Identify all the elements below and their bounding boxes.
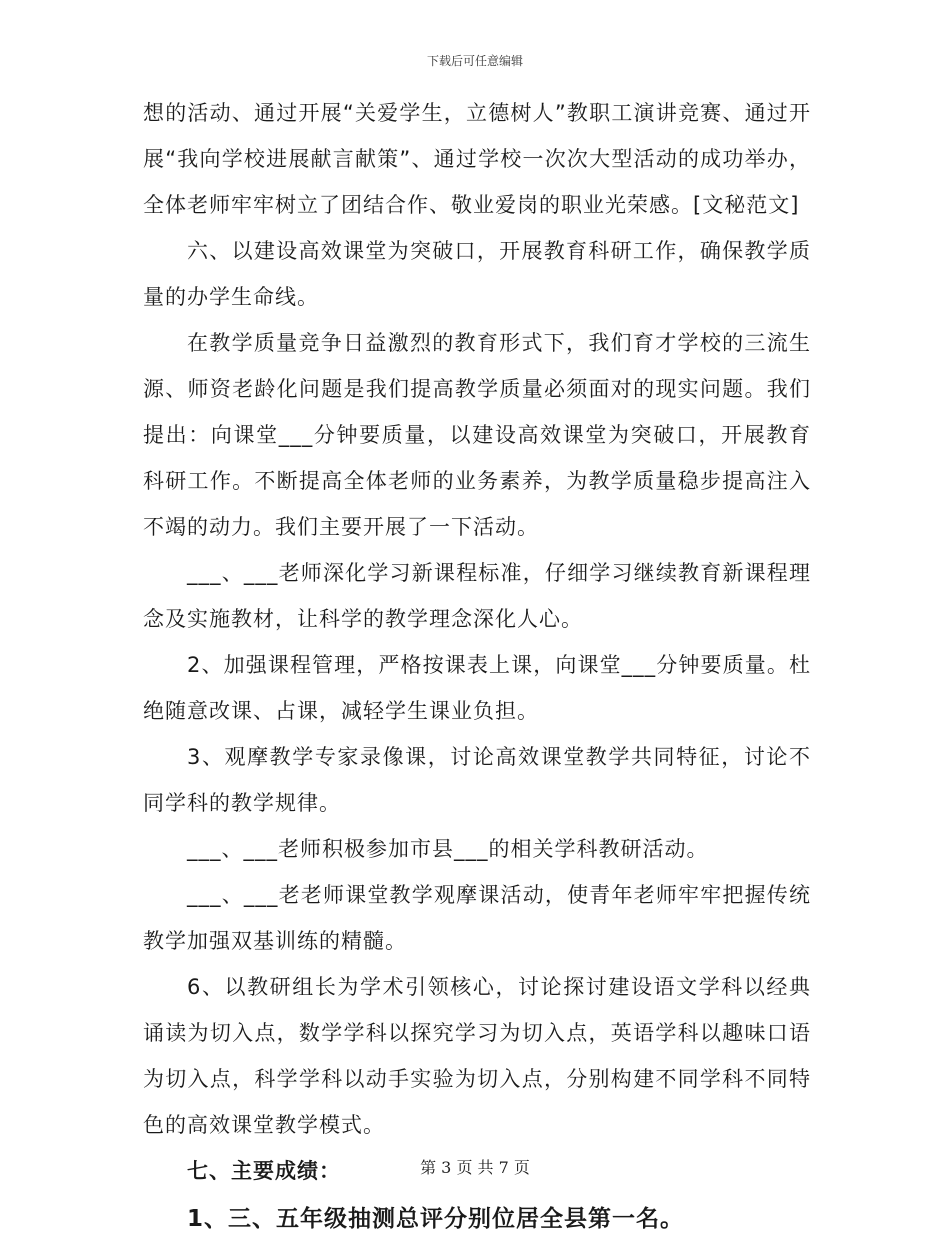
list-item: 3、观摩教学专家录像课，讨论高效课堂教学共同特征，讨论不同学科的教学规律。 [143, 745, 811, 815]
page-number: 第 3 页 共 7 页 [420, 1158, 530, 1177]
section-heading-six: 六、以建设高效课堂为突破口，开展教育科研工作，确保教学质量的办学生命线。 [143, 239, 811, 309]
list-item: ___、___老师深化学习新课程标准，仔细学习继续教育新课程理念及实施教材，让科学的教学理念深化人心。 [143, 561, 811, 631]
list-item: ___、___老师积极参加市县___的相关学科教研活动。 [187, 837, 709, 861]
paragraph: 在教学质量竞争日益激烈的教育形式下，我们育才学校的三流生源、师资老龄化问题是我们提高教学质量必须面对的现实问题。我们提出：向课堂___分钟要质量，以建设高效课堂为突破口，开展教育科研工作。不断提高全体老师的业务素养，为教学质量稳步提高注入不竭的动力。我们主要开展了一下活动。 [143, 331, 811, 539]
section-heading-seven: 七、主要成绩： [187, 1159, 341, 1183]
list-item: 6、以教研组长为学术引领核心，讨论探讨建设语文学科以经典诵读为切入点，数学学科以探究学习为切入点，英语学科以趣味口语为切入点，科学学科以动手实验为切入点，分别构建不同学科不同特色的高效课堂教学模式。 [143, 975, 811, 1137]
list-item: 2、加强课程管理，严格按课表上课，向课堂___分钟要质量。杜绝随意改课、占课，减轻学生课业负担。 [143, 653, 811, 723]
document-body [143, 90, 811, 1244]
list-item: ___、___老老师课堂教学观摩课活动，使青年老师牢牢把握传统教学加强双基训练的精髓。 [143, 883, 811, 953]
achievement-item: 1、三、五年级抽测总评分别位居全县第一名。 [187, 1206, 685, 1232]
paragraph-continuation: 想的活动、通过开展“关爱学生，立德树人”教职工演讲竞赛、通过开展“我向学校进展献言献策”、通过学校一次次大型活动的成功举办，全体老师牢牢树立了团结合作、敬业爱岗的职业光荣感。[文秘范文] [143, 101, 811, 217]
page-header: 下载后可任意编辑 [426, 54, 523, 68]
